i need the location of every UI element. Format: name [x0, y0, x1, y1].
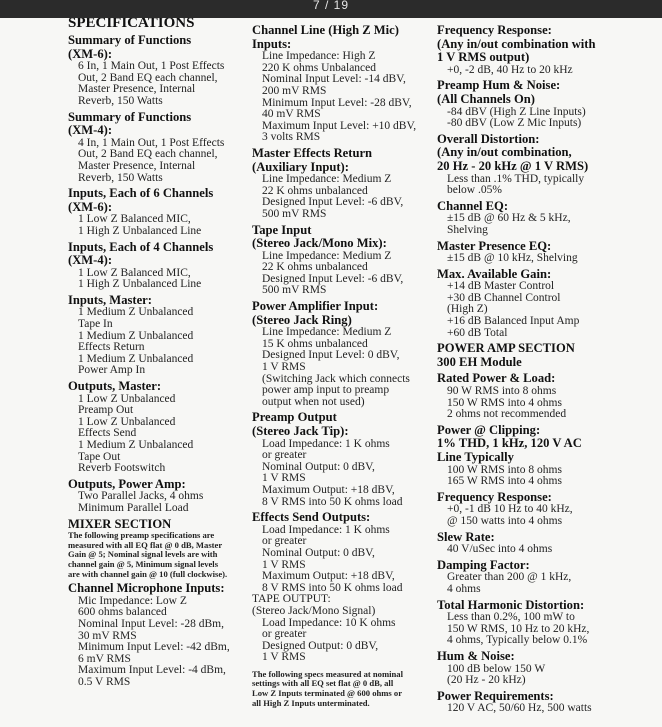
spec-line: 4 ohms — [447, 582, 481, 595]
spec-line: 0.5 V RMS — [78, 675, 131, 688]
section-heading: Outputs, Power Amp: — [68, 476, 186, 491]
spec-line: 30 mV RMS — [78, 629, 137, 642]
spec-line: or greater — [262, 449, 307, 462]
spec-line: 6 mV RMS — [78, 652, 131, 665]
channel-mic-inputs-section — [68, 582, 248, 688]
spec-line: 1 High Z Unbalanced Line — [78, 278, 202, 291]
spec-line: Mic Impedance: Low Z — [78, 594, 187, 607]
spec-line: Reverb, 150 Watts — [78, 171, 163, 184]
effects-send-outputs-section — [252, 511, 434, 594]
spec-line: 40 V/uSec into 4 ohms — [447, 543, 553, 556]
section-heading: Tape Input — [252, 222, 312, 237]
spec-line: Minimum Input Level: -28 dBV, — [262, 96, 412, 109]
spec-line: ±15 dB @ 60 Hz & 5 kHz, — [447, 212, 571, 225]
spec-line: Out, 2 Band EQ each channel, — [78, 148, 218, 161]
spec-line: Nominal Output: 0 dBV, — [262, 546, 375, 559]
spec-line: below .05% — [447, 184, 502, 197]
tape-input-section — [252, 224, 434, 298]
master-effects-return-section — [252, 147, 434, 221]
spec-line: Master Presence, Internal — [78, 83, 196, 96]
spec-line: 4 ohms, Typically below 0.1% — [447, 634, 588, 647]
section-heading: Channel Microphone Inputs: — [68, 581, 225, 596]
measurement-notes — [252, 670, 434, 708]
section-heading: Power Amplifier Input: — [252, 299, 379, 314]
spec-line: +30 dB Channel Control — [447, 291, 561, 304]
outputs-master-section — [68, 380, 248, 475]
spec-line: 1 Medium Z Unbalanced — [78, 352, 194, 365]
spec-line: 15 K ohms unbalanced — [262, 337, 368, 350]
section-heading: Summary of Functions — [68, 33, 192, 47]
spec-line: Shelving — [447, 223, 488, 236]
spec-line: Out, 2 Band EQ each channel, — [78, 71, 218, 84]
section-heading: Outputs, Master: — [68, 379, 162, 394]
section-subheading: (Auxiliary Input): — [252, 159, 349, 174]
spec-line: Effects Send — [78, 427, 137, 440]
section-heading: Effects Send Outputs: — [252, 510, 371, 525]
power-amp-input-section — [252, 300, 434, 408]
spec-line: Power Amp In — [78, 364, 146, 377]
column-3 — [437, 24, 659, 715]
total-harmonic-distortion-section — [437, 599, 659, 647]
section-subheading: (XM-6): — [68, 199, 113, 214]
spec-line: Designed Input Level: -6 dBV, — [262, 196, 404, 209]
inputs-xm4-section — [68, 241, 248, 291]
note-line: The following specs measured at nominal — [252, 668, 403, 679]
section-subheading: (All Channels On) — [437, 91, 535, 106]
note-line: channel gain @ 5, Minimum signal levels — [68, 558, 219, 569]
section-subheading: (Any in/out combination with — [437, 36, 596, 51]
column-1 — [68, 18, 248, 688]
section-heading: Master Presence EQ: — [437, 238, 552, 253]
spec-line: Effects Return — [78, 341, 145, 354]
note-line: are with channel gain @ 10 (full clockwise). — [68, 568, 228, 579]
spec-line: Line Impedance: High Z — [262, 50, 376, 63]
spec-line: Less than .1% THD, typically — [447, 172, 585, 185]
tape-output-section — [252, 594, 434, 664]
spec-line: 3 volts RMS — [262, 131, 321, 144]
section-heading: Frequency Response: — [437, 489, 552, 504]
spec-line: +14 dB Master Control — [447, 280, 555, 293]
power-amp-section — [437, 342, 659, 369]
summary-xm6-section — [68, 34, 248, 108]
spec-line: 1 Low Z Balanced MIC, — [78, 266, 191, 279]
spec-line: Nominal Output: 0 dBV, — [262, 460, 375, 473]
note-line: The following preamp specifications are — [68, 530, 215, 541]
spec-line: 100 W RMS into 8 ohms — [447, 463, 562, 476]
spec-line: 600 ohms balanced — [78, 606, 167, 619]
spec-line: Load Impedance: 1 K ohms — [262, 437, 390, 450]
section-heading: Overall Distortion: — [437, 131, 540, 146]
spec-line: Maximum Input Level: -4 dBm, — [78, 664, 226, 677]
spec-line: Less than 0.2%, 100 mW to — [447, 611, 575, 624]
section-heading: Power @ Clipping: — [437, 422, 541, 437]
spec-line: 90 W RMS into 8 ohms — [447, 385, 557, 398]
section-subheading: (Any in/out combination, — [437, 145, 572, 160]
section-heading: Master Effects Return — [252, 145, 373, 160]
spec-line: 120 V AC, 50/60 Hz, 500 watts — [447, 702, 592, 715]
section-subheading: Inputs: — [252, 36, 292, 51]
spec-line: 22 K ohms unbalanced — [262, 261, 368, 274]
spec-line: output when not used) — [262, 395, 365, 408]
spec-line: 6 In, 1 Main Out, 1 Post Effects — [78, 60, 225, 73]
preamp-hum-noise-section — [437, 79, 659, 129]
spec-line: (High Z) — [447, 303, 488, 316]
max-available-gain-section — [437, 268, 659, 340]
spec-line: 1 V RMS — [262, 472, 306, 485]
specifications-title: SPECIFICATIONS — [68, 18, 195, 31]
spec-line: (20 Hz - 20 kHz) — [447, 674, 526, 687]
spec-line: 1 Low Z Balanced MIC, — [78, 213, 191, 226]
spec-line: +0, -1 dB 10 Hz to 40 kHz, — [447, 503, 573, 516]
spec-line: power amp input to preamp — [262, 384, 390, 397]
section-heading: Slew Rate: — [437, 529, 495, 544]
spec-line: Preamp Out — [78, 404, 134, 417]
section-subheading: (Stereo Jack Tip): — [252, 424, 349, 438]
section-heading: Channel Line (High Z Mic) — [252, 23, 399, 37]
inputs-master-section — [68, 294, 248, 377]
spec-line: Load Impedance: 1 K ohms — [262, 523, 390, 536]
spec-line: Line Impedance: Medium Z — [262, 326, 392, 339]
spec-line: 2 ohms not recommended — [447, 408, 567, 421]
spec-line: Line Impedance: Medium Z — [262, 173, 392, 186]
spec-line: Master Presence, Internal — [78, 159, 196, 172]
spec-line: 1 Low Z Unbalanced — [78, 415, 176, 428]
spec-line: Nominal Input Level: -14 dBV, — [262, 73, 406, 86]
spec-line: +60 dB Total — [447, 326, 508, 339]
spec-line: Nominal Input Level: -28 dBm, — [78, 617, 224, 630]
spec-line: Tape Out — [78, 450, 121, 463]
rated-power-section — [437, 372, 659, 420]
slew-rate-section — [437, 531, 659, 556]
document-page — [0, 18, 662, 727]
amp-frequency-response-section — [437, 491, 659, 528]
section-heading: Preamp Output — [252, 410, 337, 425]
spec-line: Designed Output: 0 dBV, — [262, 639, 379, 652]
note-line: all High Z Inputs unterminated. — [252, 697, 370, 708]
spec-line: Greater than 200 @ 1 kHz, — [447, 571, 572, 584]
spec-line: 1 V RMS — [262, 361, 306, 374]
spec-line: 500 mV RMS — [262, 284, 327, 297]
summary-xm4-section — [68, 111, 248, 185]
spec-line: 500 mV RMS — [262, 207, 327, 220]
spec-line: 40 mV RMS — [262, 108, 321, 121]
spec-line: 1 High Z Unbalanced Line — [78, 224, 202, 237]
section-subheading: (XM-6): — [68, 46, 113, 61]
section-subheading: 20 Hz - 20 kHz @ 1 V RMS) — [437, 158, 589, 173]
viewer-toolbar — [0, 0, 662, 18]
section-heading: Inputs, Master: — [68, 292, 152, 307]
spec-line: Reverb Footswitch — [78, 462, 166, 475]
spec-line: Reverb, 150 Watts — [78, 94, 163, 107]
section-subheading: (XM-4): — [68, 123, 113, 138]
channel-line-inputs-section — [252, 24, 434, 144]
spec-line: 100 dB below 150 W — [447, 662, 546, 675]
spec-line: 1 V RMS — [262, 651, 306, 664]
spec-line: 4 In, 1 Main Out, 1 Post Effects — [78, 136, 225, 149]
spec-line: Minimum Parallel Load — [78, 501, 189, 514]
power-requirements-section — [437, 690, 659, 715]
spec-line: 1 Medium Z Unbalanced — [78, 306, 194, 319]
section-heading: Inputs, Each of 6 Channels — [68, 186, 214, 201]
spec-line: Load Impedance: 10 K ohms — [262, 616, 396, 629]
spec-line: 220 K ohms Unbalanced — [262, 61, 377, 74]
section-subheading: 1 V RMS output) — [437, 50, 530, 65]
spec-line: Designed Input Level: 0 dBV, — [262, 349, 400, 362]
spec-line: +16 dB Balanced Input Amp — [447, 315, 580, 328]
spec-line: ±15 dB @ 10 kHz, Shelving — [447, 252, 578, 265]
spec-line: 150 W RMS, 10 Hz to 20 kHz, — [447, 622, 590, 635]
section-heading: Inputs, Each of 4 Channels — [68, 239, 214, 254]
spec-line: +0, -2 dB, 40 Hz to 20 kHz — [447, 63, 573, 76]
channel-eq-section — [437, 200, 659, 237]
section-subheading: (Stereo Jack/Mono Signal) — [252, 604, 376, 617]
section-heading: Damping Factor: — [437, 557, 530, 572]
column-2 — [252, 24, 434, 708]
spec-line: 22 K ohms unbalanced — [262, 184, 368, 197]
spec-line: -84 dBV (High Z Line Inputs) — [447, 105, 586, 118]
preamp-output-section — [252, 411, 434, 508]
section-subheading: 1% THD, 1 kHz, 120 V AC — [437, 436, 582, 451]
section-heading: Preamp Hum & Noise: — [437, 78, 561, 93]
overall-distortion-section — [437, 133, 659, 197]
spec-line: Line Impedance: Medium Z — [262, 249, 392, 262]
spec-line: 165 W RMS into 4 ohms — [447, 475, 562, 488]
spec-line: 1 Low Z Unbalanced — [78, 392, 176, 405]
amp-hum-noise-section — [437, 650, 659, 687]
spec-line: Maximum Output: +18 dBV, — [262, 570, 395, 583]
note-line: measured with all EQ flat @ 0 dB, Master — [68, 539, 223, 550]
section-heading: Rated Power & Load: — [437, 371, 556, 386]
section-subheading: (Stereo Jack/Mono Mix): — [252, 236, 387, 251]
spec-line: 1 Medium Z Unbalanced — [78, 329, 194, 342]
spec-line: 8 V RMS into 50 K ohms load — [262, 581, 403, 594]
power-at-clipping-section — [437, 424, 659, 488]
damping-factor-section — [437, 559, 659, 596]
section-subheading: 300 EH Module — [437, 354, 522, 369]
spec-line: -80 dBV (Low Z Mic Inputs) — [447, 117, 582, 130]
section-heading: Max. Available Gain: — [437, 266, 552, 281]
spec-line: Two Parallel Jacks, 4 ohms — [78, 490, 204, 503]
spec-line: Minimum Input Level: -42 dBm, — [78, 641, 230, 654]
spec-line: 1 Medium Z Unbalanced — [78, 439, 194, 451]
note-line: settings with all EQ set flat @ 0 dB, all — [252, 678, 394, 689]
spec-line: 200 mV RMS — [262, 84, 327, 97]
section-heading: Frequency Response: — [437, 23, 552, 37]
section-heading: TAPE OUTPUT: — [252, 593, 331, 606]
spec-line: (Switching Jack which connects — [262, 372, 410, 385]
section-heading: POWER AMP SECTION — [437, 341, 575, 356]
spec-line: 1 V RMS — [262, 558, 306, 571]
section-subheading: (Stereo Jack Ring) — [252, 312, 352, 327]
spec-line: 150 W RMS into 4 ohms — [447, 396, 562, 409]
note-line: Gain @ 5; Nominal signal levels are with — [68, 549, 218, 560]
section-heading: Summary of Functions — [68, 109, 192, 124]
section-subheading: (XM-4): — [68, 253, 113, 268]
mixer-section — [68, 518, 248, 580]
section-heading: Power Requirements: — [437, 688, 554, 703]
section-heading: Channel EQ: — [437, 198, 509, 213]
outputs-power-amp-section — [68, 478, 248, 515]
section-heading: Total Harmonic Distortion: — [437, 597, 585, 612]
spec-line: @ 150 watts into 4 ohms — [447, 514, 563, 527]
spec-line: Maximum Input Level: +10 dBV, — [262, 119, 417, 132]
spec-line: Tape In — [78, 318, 113, 331]
frequency-response-section — [437, 24, 659, 76]
spec-line: or greater — [262, 628, 307, 641]
inputs-xm6-section — [68, 187, 248, 237]
section-heading: MIXER SECTION — [68, 516, 172, 531]
spec-line: Designed Input Level: -6 dBV, — [262, 272, 404, 285]
note-line: Low Z Inputs terminated @ 600 ohms or — [252, 688, 403, 699]
master-presence-eq-section — [437, 240, 659, 265]
page-indicator: 7 / 19 — [312, 0, 350, 12]
spec-line: Maximum Output: +18 dBV, — [262, 483, 395, 496]
spec-line: 8 V RMS into 50 K ohms load — [262, 495, 403, 508]
section-heading: Hum & Noise: — [437, 648, 515, 663]
section-subheading: Line Typically — [437, 450, 514, 464]
spec-line: or greater — [262, 535, 307, 548]
